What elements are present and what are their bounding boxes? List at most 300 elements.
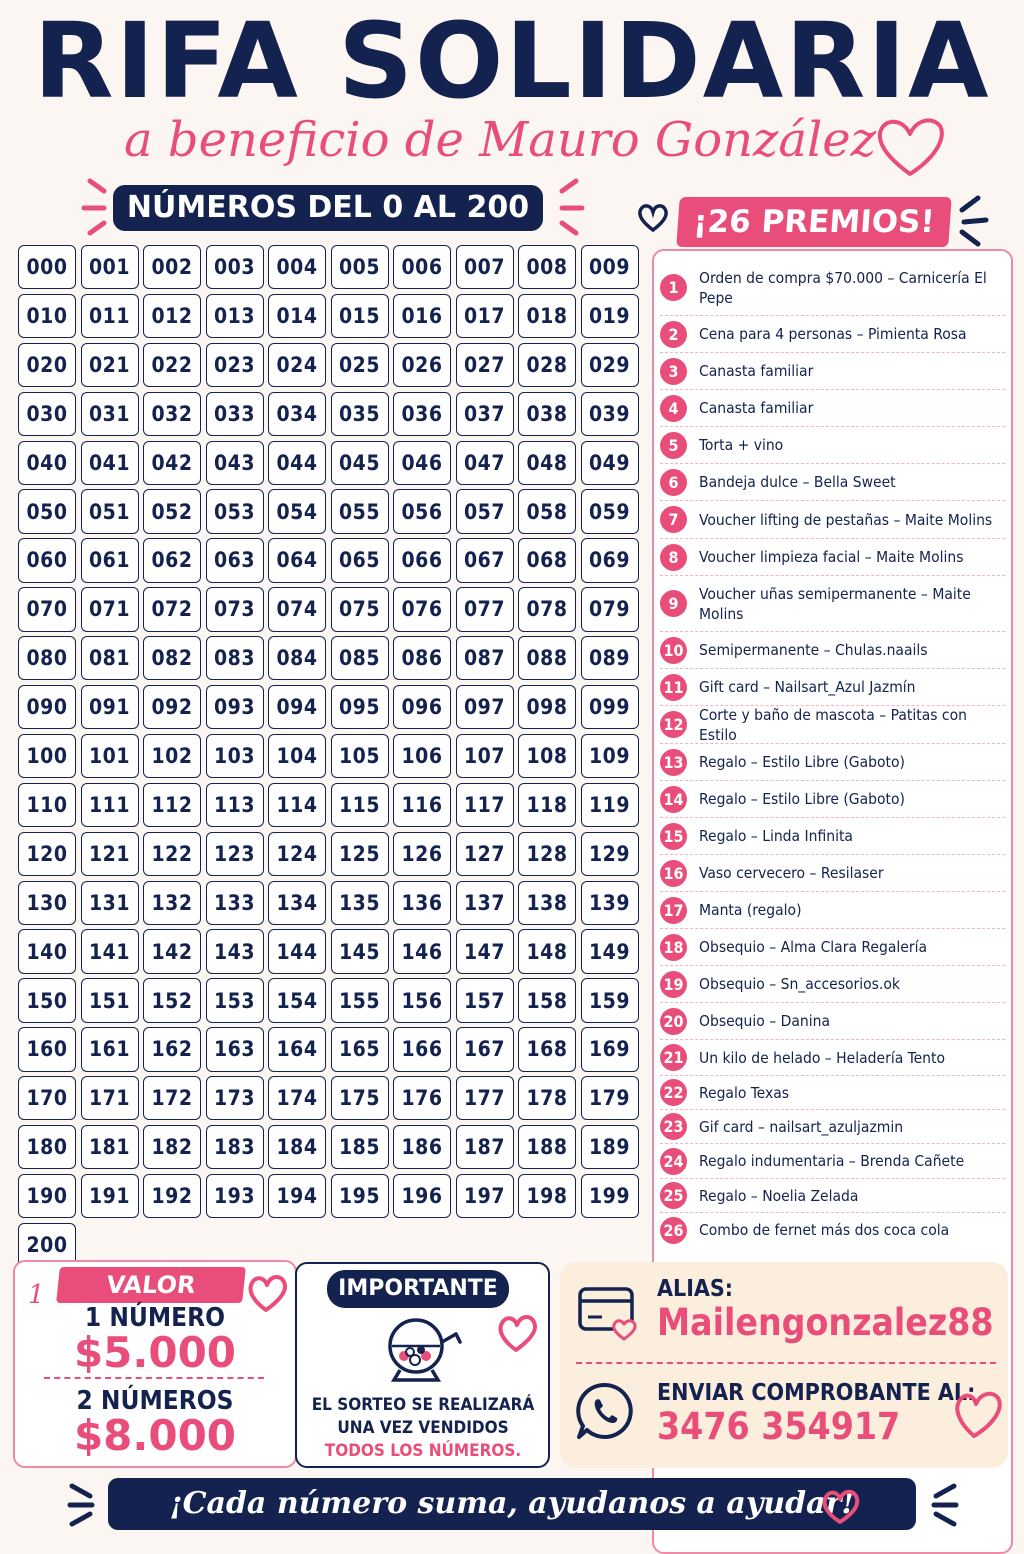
heart-icon [816,1484,866,1526]
raffle-number: 006 [393,245,451,289]
raffle-number: 123 [206,832,264,876]
sparkle-left-icon [62,1478,106,1532]
raffle-number: 012 [143,294,201,338]
raffle-number: 091 [81,685,139,729]
prize-description: Regalo – Noelia Zelada [699,1186,859,1205]
raffle-number: 052 [143,489,201,533]
prize-description: Gift card – Nailsart_Azul Jazmín [699,678,916,696]
raffle-number: 132 [143,881,201,925]
heart-icon [950,1384,1006,1442]
prize-item [660,1003,1005,1040]
raffle-number: 044 [268,441,326,485]
raffle-number: 191 [81,1174,139,1218]
price-option-2-value: $8.000 [73,1411,237,1460]
raffle-number: 076 [393,587,451,631]
prize-item [660,353,1005,390]
prize-item [660,744,1005,781]
raffle-number: 033 [206,392,264,436]
raffle-number: 163 [206,1027,264,1071]
prize-item [660,818,1005,855]
heart-icon [636,203,670,233]
raffle-number: 169 [581,1027,639,1071]
raffle-number: 171 [81,1076,139,1120]
phone-number: 3476 354917 [657,1405,901,1448]
raffle-number: 022 [143,343,201,387]
raffle-number: 010 [18,294,76,338]
raffle-number: 162 [143,1027,201,1071]
raffle-number: 157 [456,978,514,1022]
raffle-number: 134 [268,881,326,925]
price-option-1-value: $5.000 [73,1328,237,1377]
raffle-number: 066 [393,538,451,582]
sparkle-right-icon [920,1478,964,1532]
prize-number-badge: 6 [660,469,687,496]
raffle-number: 185 [331,1125,389,1169]
raffle-number: 164 [268,1027,326,1071]
prize-item [660,1076,1005,1110]
important-text-line-1: EL SORTEO SE REALIZARÁ [311,1395,535,1415]
raffle-number: 015 [331,294,389,338]
raffle-number: 001 [81,245,139,289]
raffle-number: 187 [456,1125,514,1169]
raffle-number: 036 [393,392,451,436]
raffle-number: 133 [206,881,264,925]
raffle-number: 110 [18,783,76,827]
raffle-number: 005 [331,245,389,289]
raffle-number: 150 [18,978,76,1022]
prize-number-badge: 20 [660,1008,687,1035]
raffle-number: 030 [18,392,76,436]
raffle-number: 039 [581,392,639,436]
raffle-number: 122 [143,832,201,876]
whatsapp-icon [574,1380,636,1442]
footer-banner: ¡Cada número suma, ayudanos a ayudar! [108,1478,916,1530]
prizes-list [660,260,1005,1247]
raffle-number: 118 [518,783,576,827]
raffle-number: 079 [581,587,639,631]
raffle-number: 063 [206,538,264,582]
raffle-number: 046 [393,441,451,485]
prize-description: Regalo indumentaria – Brenda Cañete [699,1152,965,1170]
raffle-number: 121 [81,832,139,876]
raffle-number: 026 [393,343,451,387]
prize-number-badge: 21 [660,1044,687,1071]
prize-item [660,1040,1005,1076]
raffle-number: 124 [268,832,326,876]
important-text-line-2: UNA VEZ VENDIDOS [337,1418,509,1438]
raffle-number: 193 [206,1174,264,1218]
raffle-number: 072 [143,587,201,631]
raffle-number: 003 [206,245,264,289]
prize-number-badge: 17 [660,897,687,924]
prize-item [660,929,1005,966]
lottery-drum-icon [380,1312,466,1384]
raffle-number: 156 [393,978,451,1022]
raffle-number: 173 [206,1076,264,1120]
raffle-number: 013 [206,294,264,338]
raffle-number: 098 [518,685,576,729]
prize-description: Orden de compra $70.000 – Carnicería El Pepe [699,268,987,307]
raffle-number: 174 [268,1076,326,1120]
raffle-number: 059 [581,489,639,533]
raffle-number: 014 [268,294,326,338]
prize-number-badge: 11 [660,674,687,701]
raffle-number: 047 [456,441,514,485]
raffle-number: 019 [581,294,639,338]
prize-description: Regalo – Estilo Libre (Gaboto) [699,753,905,771]
raffle-number: 105 [331,734,389,778]
raffle-number: 127 [456,832,514,876]
important-text-line-3: TODOS LOS NÚMEROS. [324,1441,522,1461]
prize-number-badge: 9 [660,590,687,617]
raffle-number: 007 [456,245,514,289]
raffle-number: 144 [268,929,326,973]
prize-number-badge: 13 [660,749,687,776]
prize-description: Obsequio – Sn_accesorios.ok [699,975,900,993]
raffle-number: 088 [518,636,576,680]
raffle-number: 004 [268,245,326,289]
prize-item [660,855,1005,892]
prize-number-badge: 19 [660,971,687,998]
card-icon [576,1283,640,1343]
raffle-number: 092 [143,685,201,729]
raffle-number: 126 [393,832,451,876]
raffle-number: 180 [18,1125,76,1169]
prize-number-badge: 16 [660,860,687,887]
raffle-number: 116 [393,783,451,827]
raffle-number: 075 [331,587,389,631]
prize-number-badge: 1 [660,274,687,301]
prize-number-badge: 14 [660,786,687,813]
prize-item [660,576,1005,632]
prize-description: Voucher limpieza facial – Maite Molins [699,548,964,566]
raffle-number: 195 [331,1174,389,1218]
raffle-number: 139 [581,881,639,925]
prize-item [660,1144,1005,1179]
raffle-number: 111 [81,783,139,827]
raffle-number: 129 [581,832,639,876]
prize-description: Voucher lifting de pestañas – Maite Molins [699,510,993,529]
raffle-number: 082 [143,636,201,680]
raffle-number: 146 [393,929,451,973]
raffle-number: 151 [81,978,139,1022]
raffle-number: 061 [81,538,139,582]
raffle-number: 189 [581,1125,639,1169]
raffle-number: 106 [393,734,451,778]
prize-item [660,781,1005,818]
raffle-number: 041 [81,441,139,485]
prize-item [660,1213,1005,1247]
prize-number-badge: 5 [660,432,687,459]
prize-description: Cena para 4 personas – Pimienta Rosa [699,325,967,343]
raffle-number: 177 [456,1076,514,1120]
raffle-number: 148 [518,929,576,973]
raffle-number: 154 [268,978,326,1022]
raffle-number: 027 [456,343,514,387]
raffle-number: 009 [581,245,639,289]
raffle-number: 000 [18,245,76,289]
raffle-number: 200 [18,1223,76,1267]
raffle-number: 115 [331,783,389,827]
raffle-number: 062 [143,538,201,582]
prize-description: Regalo Texas [699,1083,790,1102]
raffle-number: 031 [81,392,139,436]
raffle-number: 080 [18,636,76,680]
raffle-number: 020 [18,343,76,387]
raffle-number: 155 [331,978,389,1022]
prize-number-badge: 26 [660,1217,687,1244]
prize-item [660,1179,1005,1213]
raffle-number: 040 [18,441,76,485]
raffle-number: 109 [581,734,639,778]
raffle-number: 183 [206,1125,264,1169]
prize-description: Regalo – Linda Infinita [699,827,853,845]
raffle-number: 081 [81,636,139,680]
prize-number-badge: 8 [660,544,687,571]
raffle-number: 152 [143,978,201,1022]
prize-number-badge: 4 [660,395,687,422]
raffle-number: 054 [268,489,326,533]
raffle-number: 090 [18,685,76,729]
prize-number-badge: 7 [660,506,687,533]
raffle-number: 084 [268,636,326,680]
divider [576,1362,996,1364]
prize-item [660,390,1005,427]
raffle-number: 153 [206,978,264,1022]
raffle-number: 197 [456,1174,514,1218]
raffle-number: 190 [18,1174,76,1218]
raffle-number: 017 [456,294,514,338]
raffle-number: 086 [393,636,451,680]
raffle-number: 060 [18,538,76,582]
raffle-number: 073 [206,587,264,631]
raffle-number: 051 [81,489,139,533]
raffle-number: 158 [518,978,576,1022]
raffle-number: 101 [81,734,139,778]
raffle-number: 178 [518,1076,576,1120]
raffle-number: 067 [456,538,514,582]
raffle-number: 147 [456,929,514,973]
raffle-number: 165 [331,1027,389,1071]
prize-item [660,260,1005,316]
raffle-number: 198 [518,1174,576,1218]
raffle-number: 032 [143,392,201,436]
raffle-number: 028 [518,343,576,387]
raffle-number: 097 [456,685,514,729]
raffle-number: 087 [456,636,514,680]
raffle-number: 049 [581,441,639,485]
prize-number-badge: 3 [660,358,687,385]
prize-item [660,669,1005,706]
raffle-number: 104 [268,734,326,778]
prize-number-badge: 15 [660,823,687,850]
prize-description: Obsequio – Alma Clara Regalería [699,938,928,956]
raffle-number: 058 [518,489,576,533]
raffle-number: 161 [81,1027,139,1071]
raffle-number: 055 [331,489,389,533]
raffle-number: 194 [268,1174,326,1218]
prize-item [660,1110,1005,1144]
raffle-number: 021 [81,343,139,387]
prize-description: Bandeja dulce – Bella Sweet [699,473,896,491]
raffle-number: 064 [268,538,326,582]
important-badge: IMPORTANTE [327,1270,509,1308]
raffle-number: 179 [581,1076,639,1120]
alias-value: Mailengonzalez88 [657,1301,994,1344]
prize-number-badge: 12 [660,711,687,738]
raffle-number: 196 [393,1174,451,1218]
alias-label: ALIAS: [657,1276,734,1302]
subtitle: a beneficio de Mauro González [123,112,876,168]
raffle-number: 099 [581,685,639,729]
prize-number-badge: 18 [660,934,687,961]
raffle-number: 192 [143,1174,201,1218]
raffle-number: 199 [581,1174,639,1218]
raffle-number: 068 [518,538,576,582]
prize-number-badge: 23 [660,1113,687,1140]
raffle-number: 029 [581,343,639,387]
raffle-number: 113 [206,783,264,827]
price-option-1-label: 1 NÚMERO [84,1303,226,1333]
raffle-number: 184 [268,1125,326,1169]
prize-item [660,427,1005,464]
raffle-number: 168 [518,1027,576,1071]
raffle-number: 125 [331,832,389,876]
prizes-header: ¡26 PREMIOS! [676,197,951,247]
raffle-number: 096 [393,685,451,729]
raffle-number: 077 [456,587,514,631]
raffle-number: 083 [206,636,264,680]
prize-description: Gif card – nailsart_azuljazmin [699,1117,904,1136]
sparkle-right-icon [548,175,588,241]
prize-description: Semipermanente – Chulas.naails [699,641,928,659]
prize-number-badge: 10 [660,637,687,664]
prize-item [660,316,1005,353]
raffle-number: 002 [143,245,201,289]
prize-item [660,464,1005,501]
raffle-number: 070 [18,587,76,631]
raffle-number: 175 [331,1076,389,1120]
raffle-number: 170 [18,1076,76,1120]
raffle-number: 050 [18,489,76,533]
prize-item [660,501,1005,539]
raffle-number: 034 [268,392,326,436]
prize-number-badge: 22 [660,1079,687,1106]
raffle-number: 023 [206,343,264,387]
raffle-number: 103 [206,734,264,778]
raffle-number: 149 [581,929,639,973]
numbers-header: NÚMEROS DEL 0 AL 200 [113,185,543,231]
prize-number-badge: 25 [660,1182,687,1209]
prize-number-badge: 24 [660,1148,687,1175]
raffle-number: 117 [456,783,514,827]
prize-description: Regalo – Estilo Libre (Gaboto) [699,790,905,808]
raffle-number: 136 [393,881,451,925]
raffle-number: 069 [581,538,639,582]
prize-description: Torta + vino [699,436,784,454]
raffle-number: 078 [518,587,576,631]
raffle-number: 053 [206,489,264,533]
sparkle-left-icon [78,175,118,241]
raffle-number: 131 [81,881,139,925]
raffle-number: 045 [331,441,389,485]
raffle-number: 120 [18,832,76,876]
raffle-number: 107 [456,734,514,778]
prize-description: Un kilo de helado – Heladería Tento [699,1048,945,1067]
raffle-number: 182 [143,1125,201,1169]
raffle-number: 048 [518,441,576,485]
raffle-number: 166 [393,1027,451,1071]
raffle-number: 043 [206,441,264,485]
raffle-number: 176 [393,1076,451,1120]
raffle-number: 018 [518,294,576,338]
raffle-number: 095 [331,685,389,729]
raffle-number: 160 [18,1027,76,1071]
page-title: RIFA SOLIDARIA [33,0,991,122]
raffle-number: 143 [206,929,264,973]
raffle-number: 093 [206,685,264,729]
heart-icon [872,114,948,180]
raffle-number: 057 [456,489,514,533]
prize-item [660,632,1005,669]
raffle-number: 056 [393,489,451,533]
raffle-number: 128 [518,832,576,876]
raffle-number: 114 [268,783,326,827]
numbers-grid [18,245,638,1267]
raffle-number: 085 [331,636,389,680]
raffle-number: 094 [268,685,326,729]
prize-description: Canasta familiar [699,399,814,417]
prize-item [660,706,1005,744]
prize-description: Corte y baño de mascota – Patitas con Estilo [699,705,967,744]
prize-item [660,539,1005,576]
raffle-number: 137 [456,881,514,925]
prize-description: Obsequio – Danina [699,1012,830,1030]
raffle-number: 089 [581,636,639,680]
raffle-number: 186 [393,1125,451,1169]
raffle-number: 024 [268,343,326,387]
heart-icon [496,1310,540,1354]
divider [44,1377,264,1379]
raffle-number: 071 [81,587,139,631]
raffle-number: 042 [143,441,201,485]
raffle-number: 074 [268,587,326,631]
raffle-number: 112 [143,783,201,827]
raffle-number: 172 [143,1076,201,1120]
raffle-number: 008 [518,245,576,289]
corner-mark: 1 [28,1280,45,1310]
raffle-number: 145 [331,929,389,973]
send-receipt-label: ENVIAR COMPROBANTE AL: [657,1380,976,1406]
prize-item [660,966,1005,1003]
raffle-number: 037 [456,392,514,436]
raffle-number: 140 [18,929,76,973]
prize-description: Voucher uñas semipermanente – Maite Molins [699,584,971,623]
raffle-number: 142 [143,929,201,973]
raffle-number: 181 [81,1125,139,1169]
raffle-number: 011 [81,294,139,338]
raffle-number: 135 [331,881,389,925]
price-badge: VALOR [56,1267,246,1303]
raffle-number: 138 [518,881,576,925]
prize-description: Manta (regalo) [699,901,802,919]
prize-item [660,892,1005,929]
raffle-number: 119 [581,783,639,827]
raffle-number: 016 [393,294,451,338]
raffle-number: 025 [331,343,389,387]
sparkle-right-icon [952,190,992,250]
raffle-number: 038 [518,392,576,436]
